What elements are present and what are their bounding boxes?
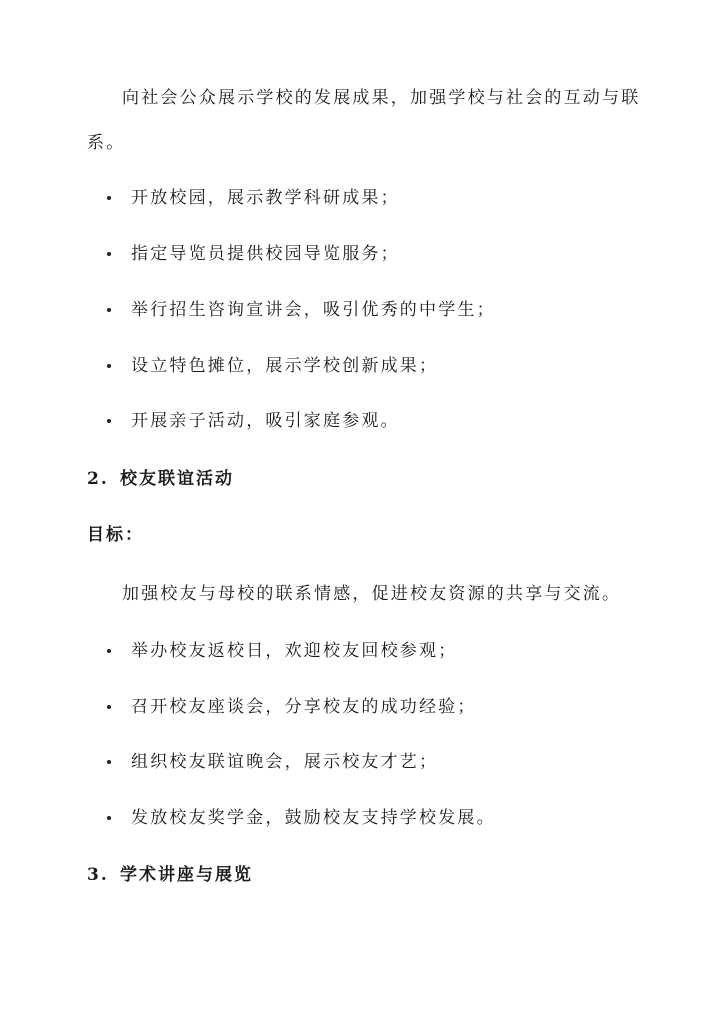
bullet-icon bbox=[107, 705, 111, 709]
list-item-text: 召开校友座谈会，分享校友的成功经验； bbox=[131, 697, 477, 717]
goal-label: 目标： bbox=[87, 525, 144, 545]
bullet-icon bbox=[107, 419, 111, 423]
list-item bbox=[107, 188, 400, 208]
bullet-icon bbox=[107, 308, 111, 312]
goal-paragraph-line-2: 系。 bbox=[87, 133, 126, 153]
goal-paragraph: 加强校友与母校的联系情感，促进校友资源的共享与交流。 bbox=[122, 584, 622, 604]
section-title: 校友联谊活动 bbox=[120, 469, 234, 489]
bullet-icon bbox=[107, 364, 111, 368]
bullet-icon bbox=[107, 196, 111, 200]
list-item-text: 设立特色摊位，展示学校创新成果； bbox=[131, 356, 439, 376]
section-heading bbox=[87, 469, 234, 489]
list-item-text: 开放校园，展示教学科研成果； bbox=[131, 188, 400, 208]
list-item bbox=[107, 411, 400, 431]
list-item-text: 指定导览员提供校园导览服务； bbox=[131, 244, 400, 264]
bullet-icon bbox=[107, 649, 111, 653]
section-title: 学术讲座与展览 bbox=[120, 865, 253, 885]
list-item bbox=[107, 697, 477, 717]
list-item-text: 组织校友联谊晚会，展示校友才艺； bbox=[131, 752, 439, 772]
bullet-icon bbox=[107, 816, 111, 820]
section-heading bbox=[87, 865, 253, 885]
bullet-icon bbox=[107, 760, 111, 764]
list-item-text: 开展亲子活动，吸引家庭参观。 bbox=[131, 411, 400, 431]
list-item bbox=[107, 244, 400, 264]
list-item-text: 举行招生咨询宣讲会，吸引优秀的中学生； bbox=[131, 300, 496, 320]
section-number: 3. bbox=[87, 865, 109, 885]
list-item bbox=[107, 300, 496, 320]
section-number: 2. bbox=[87, 469, 109, 489]
goal-paragraph-line-1: 向社会公众展示学校的发展成果，加强学校与社会的互动与联 bbox=[122, 88, 641, 108]
bullet-icon bbox=[107, 252, 111, 256]
list-item bbox=[107, 641, 457, 661]
list-item bbox=[107, 356, 438, 376]
list-item-text: 举办校友返校日，欢迎校友回校参观； bbox=[131, 641, 458, 661]
list-item-text: 发放校友奖学金，鼓励校友支持学校发展。 bbox=[131, 808, 496, 828]
list-item bbox=[107, 752, 438, 772]
list-item bbox=[107, 808, 496, 828]
